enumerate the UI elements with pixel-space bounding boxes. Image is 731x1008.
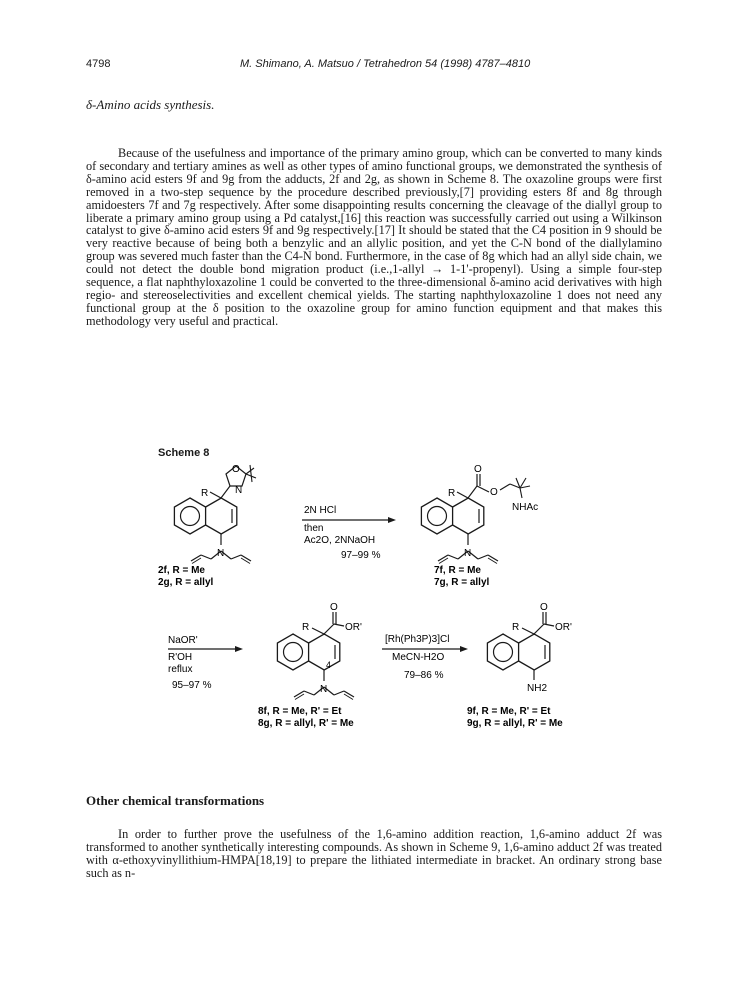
step3-reagent1: [Rh(Ph3P)3]Cl (385, 634, 450, 645)
step1-yield: 97–99 % (341, 550, 381, 561)
atom-NHAc: NHAc (512, 502, 539, 513)
atom-R: R (302, 622, 310, 633)
step1-reagent1: 2N HCl (304, 505, 337, 516)
atom-N: N (235, 485, 243, 496)
atom-O: O (330, 602, 338, 613)
compound-7g-label: 7g, R = allyl (434, 577, 490, 588)
atom-O: O (474, 464, 482, 475)
atom-O: O (490, 487, 498, 498)
step2-reagent2: R'OH (168, 652, 193, 663)
step1-reagent3: Ac2O, 2NNaOH (304, 535, 376, 546)
section-title-amino-acids: δ-Amino acids synthesis. (86, 97, 215, 112)
position-4-label: 4 (326, 660, 332, 670)
atom-O: O (232, 464, 240, 475)
atom-R: R (201, 488, 209, 499)
step3-yield: 79–86 % (404, 670, 444, 681)
scheme-label: Scheme 8 (158, 447, 210, 459)
atom-N: N (320, 684, 328, 695)
atom-N: N (217, 548, 225, 559)
compound-8f-label: 8f, R = Me, R' = Et (258, 706, 342, 717)
compound-9-structure (487, 612, 554, 680)
compound-9f-label: 9f, R = Me, R' = Et (467, 706, 551, 717)
page-number: 4798 (86, 58, 111, 70)
running-head: M. Shimano, A. Matsuo / Tetrahedron 54 (1998) 4787–4810 (240, 58, 531, 70)
atom-R: R (512, 622, 520, 633)
compound-2-structure (174, 465, 256, 564)
compound-7-structure (421, 474, 530, 564)
atom-NH2: NH2 (527, 683, 548, 694)
step2-reagent3: reflux (168, 664, 193, 675)
atom-O: O (540, 602, 548, 613)
step2-reagent1: NaOR' (168, 635, 198, 646)
atom-N: N (464, 548, 472, 559)
body-paragraph-2 (86, 828, 662, 880)
step2-yield: 95–97 % (172, 680, 212, 691)
paragraph-text: Because of the usefulness and importance of the primary amino group, which can be converted to many kinds of secondary and tertiary amines as well as other types of amino functional groups, we demonstrated the synthesis of δ-amino acid esters 9f and 9g from the adducts, 2f and 2g, as shown in Scheme 8. The oxazoline groups were first removed in a two-step sequence by the procedure described previously,[7] providing esters 8f and 8g through amidoesters 7f and 7g respectively. After some disappointing results concerning the cleavage of the diallyl group to liberate a primary amino group using a Pd catalyst,[16] this reaction was successfully carried out using a Wilkinson catalyst to give δ-amino acid esters 9f and 9g respectively.[17] It should be stated that the C4 position in 9 should be very reactive because of being both a benzylic and an allylic position, and yet the C-N bond of the diallylamino group was severed much faster than the C4-N bond. Furthermore, in the case of 8g which had an allyl side chain, we could not detect the double bond migration product (i.e.,1-allyl → 1-1'-propenyl). Using a simple four-step sequence, a flat naphthyloxazoline 1 could be converted to the three-dimensional δ-amino acid derivatives with high regio- and stereoselectivities and excellent chemical yields. The starting naphthyloxazoline 1 does not need any functional group at the δ position to the oxazoline group for amino function equipment and that makes this methodology very useful and practical. (86, 146, 662, 328)
step3-reagent2: MeCN-H2O (392, 652, 445, 663)
compound-2f-label: 2f, R = Me (158, 565, 205, 576)
compound-9g-label: 9g, R = allyl, R' = Me (467, 718, 563, 729)
atom-R: R (448, 488, 456, 499)
section-title-other-transformations: Other chemical transformations (86, 793, 265, 808)
compound-8-structure (277, 612, 354, 700)
atom-OR: OR' (345, 622, 362, 633)
compound-2g-label: 2g, R = allyl (158, 577, 214, 588)
step1-reagent2: then (304, 523, 324, 534)
compound-8g-label: 8g, R = allyl, R' = Me (258, 718, 354, 729)
atom-OR: OR' (555, 622, 572, 633)
compound-7f-label: 7f, R = Me (434, 565, 481, 576)
paragraph-text: In order to further prove the usefulness of the 1,6-amino addition reaction, 1,6-amino adduct 2f was transformed to another synthetically interesting compounds. As shown in Scheme 9, 1,6-amino adduct 2f was treated with α-ethoxyvinyllithium-HMPA[18,19] to prepare the lithiated intermediate in bracket. An ordinary strong base such as n- (86, 827, 662, 880)
